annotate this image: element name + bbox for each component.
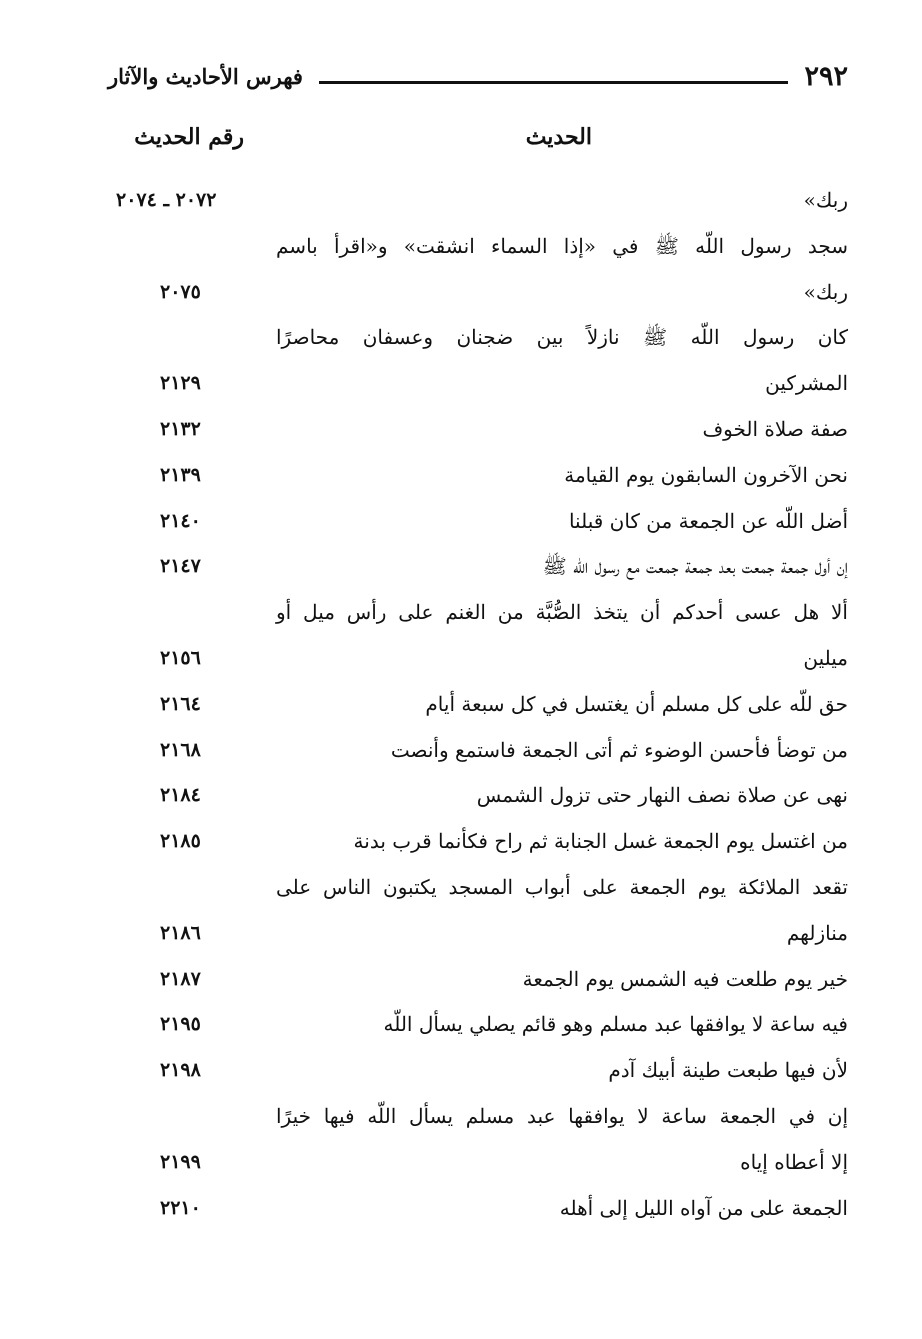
index-line (108, 911, 848, 957)
hadith-text: صفة صلاة الخوف (702, 416, 848, 441)
hadith-text: ميلين (803, 645, 848, 670)
index-line (108, 361, 848, 407)
index-line (108, 1140, 848, 1186)
hadith-number: ٢١٨٥ (160, 830, 201, 853)
hadith-text: من توضأ فأحسن الوضوء ثم أتى الجمعة فاستمع وأنصت (390, 737, 848, 762)
hadith-number: ٢١٨٦ (160, 921, 201, 944)
hadith-text: حق للّه على كل مسلم أن يغتسل في كل سبعة أيام (425, 691, 848, 716)
hadith-number: ٢٠٧٥ (160, 280, 201, 303)
hadith-number: ٢١٦٤ (160, 692, 201, 715)
hadith-text: ربك» (803, 188, 848, 212)
hadith-text: من اغتسل يوم الجمعة غسل الجنابة ثم راح فكأنما قرب بدنة (353, 829, 848, 854)
column-header-hadith: الحديث (525, 124, 592, 150)
hadith-number: ٢١٩٨ (160, 1059, 201, 1082)
running-title: فهرس الأحاديث والآثار (108, 63, 303, 89)
hadith-text: إن أول جمعة جمعت بعد جمعة جمعت مع رسول اللّه ﷺ (542, 554, 848, 579)
hadith-text: تقعد الملائكة يوم الجمعة على أبواب المسجد يكتبون الناس على (276, 874, 848, 899)
index-line (108, 407, 848, 453)
hadith-number: ٢١٨٧ (160, 967, 201, 990)
index-line (108, 315, 848, 361)
index-line (108, 819, 848, 865)
index-line (108, 865, 848, 911)
hadith-number: ٢١٤٧ (160, 555, 201, 578)
hadith-text: المشركين (765, 371, 848, 396)
hadith-number: ٢١٨٤ (160, 784, 201, 807)
hadith-text: سجد رسول اللّه ﷺ في «إذا السماء انشقت» و«اقرأ باسم (276, 233, 848, 258)
column-header-number: رقم الحديث (134, 124, 244, 150)
hadith-text: ألا هل عسى أحدكم أن يتخذ الصُّبَّة من الغنم على رأس ميل أو (276, 600, 848, 625)
index-line (108, 453, 848, 499)
hadith-number: ٢١٩٩ (160, 1150, 201, 1173)
hadith-number: ٢١٢٩ (160, 372, 201, 395)
hadith-text: منازلهم (786, 920, 848, 945)
hadith-number: ٢١٣٢ (160, 417, 201, 440)
hadith-number: ٢١٩٥ (160, 1013, 201, 1036)
index-line (108, 1048, 848, 1094)
index-line (108, 682, 848, 728)
page-number: ٢٩٢ (804, 60, 848, 92)
hadith-text: الجمعة على من آواه الليل إلى أهله (559, 1195, 848, 1220)
index-line (108, 590, 848, 636)
index-line (108, 728, 848, 774)
page-header (108, 56, 848, 96)
hadith-text: أضل اللّه عن الجمعة من كان قبلنا (568, 508, 848, 533)
hadith-number: ٢١٥٦ (160, 646, 201, 669)
hadith-number: ٢٠٧٢ ـ ٢٠٧٤ (116, 189, 217, 211)
index-list (108, 178, 848, 1231)
index-line (108, 544, 848, 590)
hadith-text: نحن الآخرون السابقون يوم القيامة (564, 462, 848, 487)
hadith-text: كان رسول اللّه ﷺ نازلاً بين ضجنان وعسفان محاصرًا (276, 325, 848, 350)
hadith-text: نهى عن صلاة نصف النهار حتى تزول الشمس (476, 783, 848, 808)
hadith-number: ٢٢١٠ (160, 1196, 201, 1219)
index-line (108, 636, 848, 682)
index-line (108, 1094, 848, 1140)
index-line (108, 178, 848, 224)
hadith-number: ٢١٦٨ (160, 738, 201, 761)
index-line (108, 773, 848, 819)
index-line (108, 270, 848, 316)
hadith-number: ٢١٣٩ (160, 463, 201, 486)
hadith-number: ٢١٤٠ (160, 509, 201, 532)
header-rule (319, 81, 789, 84)
index-line (108, 499, 848, 545)
hadith-text: خير يوم طلعت فيه الشمس يوم الجمعة (522, 966, 848, 991)
hadith-text: فيه ساعة لا يوافقها عبد مسلم وهو قائم يصلي يسأل اللّه (383, 1012, 848, 1037)
index-line (108, 1002, 848, 1048)
hadith-text: لأن فيها طبعت طينة أبيك آدم (608, 1058, 848, 1083)
index-line (108, 957, 848, 1003)
hadith-text: ربك» (803, 279, 848, 304)
index-line (108, 224, 848, 270)
hadith-text: إن في الجمعة ساعة لا يوافقها عبد مسلم يسأل اللّه فيها خيرًا (276, 1103, 848, 1128)
hadith-text: إلا أعطاه إياه (740, 1149, 848, 1174)
index-line (108, 1186, 848, 1232)
